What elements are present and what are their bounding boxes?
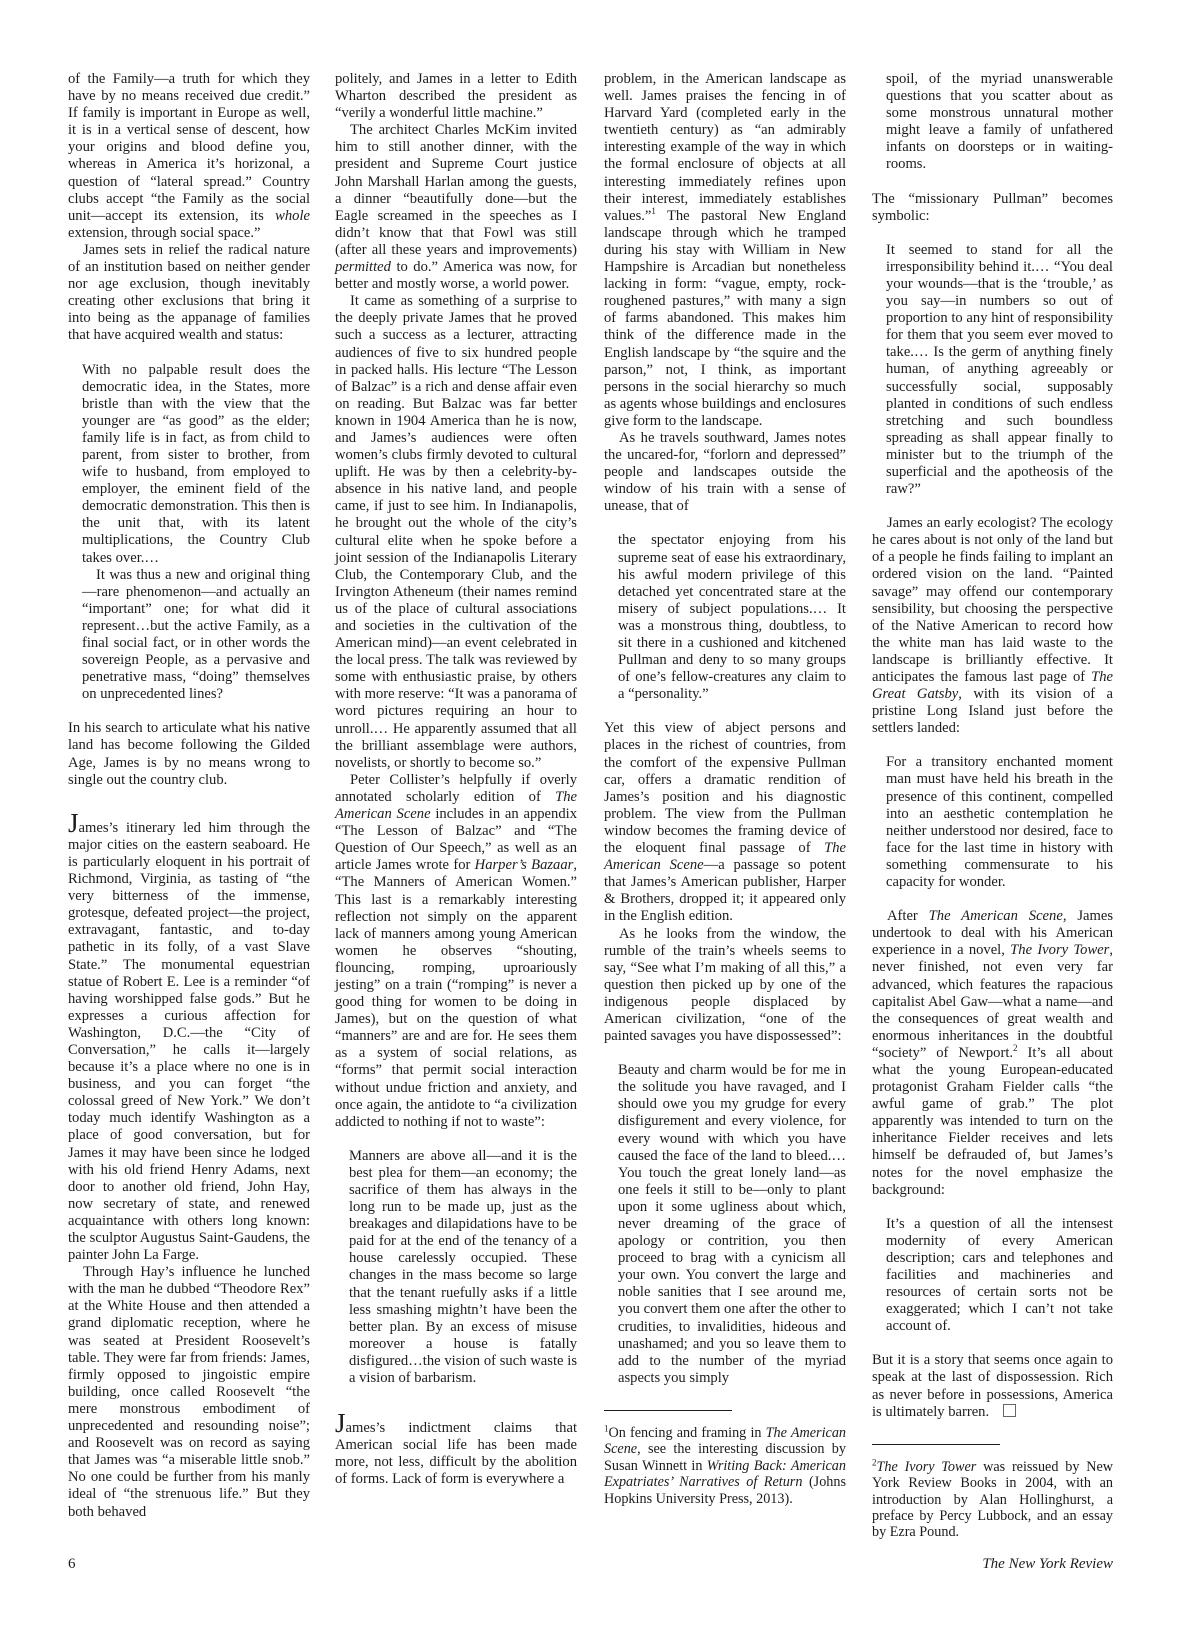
paragraph: The architect Charles McKim invited him to still another dinner, with the president and Supreme Court justice John Marshall Harlan among the guests, a dinner “beautifully done—but the Eagle screamed in the speeches as I didn’t know that that Fowl was still (after all these years and improvements) permitted to do.” America was now, for better and mostly worse, a world power. xyxy=(335,122,577,293)
paragraph: of the Family—a truth for which they have by no means received due credit.” If family is important in Europe as well, it is in a vertical sense of descent, how your origins and blood define you, whereas in America it’s horizonal, a question of “lateral spread.” Country clubs accept “the Family as the social unit—accept its extension, its whole extension, through social space.” xyxy=(68,71,310,241)
paragraph: James’s itinerary led him through the major cities on the eastern seaboard. He is particularly eloquent in his portrait of Richmond, Virginia, as tasting of “the very bitterness of the immense, grotesque, defeated project—the project, extravagant, fantastic, and to-day pathetic in its folly, of a vast Slave State.” The monumental equestrian statue of Robert E. Lee is a reminder “of having worshipped false gods.” But he expresses a curious affection for Washington, D.C.—the “City of Conversation,” he calls it—largely because it’s a place where no one is in business, and you can forget “the colossal greed of New York.” We don’t today much identify Washington as a place of good conversation, but for James it may have been since he lodged with his old friend Henry Adams, next door to another old friend, John Hay, now secretary of state, and renewed acquaintance with others long known: the sculptor Augustus Saint-Gaudens, the painter John La Farge. xyxy=(68,807,310,1264)
block-quote xyxy=(872,71,1113,174)
column-4 xyxy=(872,71,1113,1541)
column-3 xyxy=(604,71,846,1507)
quote-paragraph: It seemed to stand for all the irresponsibility behind it.… “You deal your wounds—that is the ‘trouble,’ as you say—in numbers so out of proportion to any hint of responsibility for them that you seem ever moved to take.… Is the germ of anything finely human, of anything agreeably or successfully social, supposably planted in conditions of such endless stretching and such boundless spreading as shall appear finally to minister but to the triumph of the superficial and the apotheosis of the raw?” xyxy=(886,241,1113,498)
footnote-ref: 1 xyxy=(651,205,656,216)
quote-paragraph: the spectator enjoying from his supreme seat of ease his extraordinary, his awful modern privilege of this detached yet concentrated stare at the misery of subject populations.… It was a monstrous thing, doubtless, to sit there in a cushioned and kitchened Pullman and deny to so many groups of one’s fellow-creatures any claim to a “personality.” xyxy=(618,532,846,703)
quote-paragraph: It’s a question of all the intensest modernity of every American description; cars and telephones and facilities and machineries and resources of certain sorts not be exaggerated; which I can’t not take account of. xyxy=(886,1215,1113,1335)
paragraph: Peter Collister’s helpfully if overly annotated scholarly edition of The American Scene includes in an appendix “The Lesson of Balzac” and “The Question of Our Speech,” as well as an article James wrote for Harper’s Bazaar, “The Manners of American Women.” This last is a remarkably interesting reflection not simply on the apparent lack of manners among young American women he observes “shouting, flouncing, romping, uproariously jesting” on a train (“romping” is never a good thing for women to be doing in James), but on the question of what “manners” are and are for. He sees them as a system of social relations, as “forms” that permit social interaction without undue friction and anxiety, and once again, the antidote to “a civilization addicted to nothing if not to waste”: xyxy=(335,771,577,1130)
quote-paragraph: spoil, of the myriad unanswerable questions that you scatter about as some monstrous unnatural mother might leave a family of unfathered infants on doorsteps or in waiting-rooms. xyxy=(886,71,1113,173)
footnote: $^2$The Ivory Tower was reissued by New York Review Books in 2004, with an introduction by Alan Hollinghurst, a preface by Percy Lubbock, and an essay by Ezra Pound. xyxy=(872,1457,1113,1541)
block-quote xyxy=(604,532,846,703)
paragraph: politely, and James in a letter to Edith Wharton described the president as “verily a wonderful little machine.” xyxy=(335,71,577,122)
footnote-rule xyxy=(604,1410,732,1411)
paragraph: Yet this view of abject persons and places in the richest of countries, from the comfort of the expensive Pullman car, offers a dramatic rendition of James’s position and his diagnostic problem. The view from the Pullman window becomes the framing device of the eloquent final passage of The American Scene—a passage so potent that James’s American publisher, Harper & Brothers, dropped it; it appeared only in the English edition. xyxy=(604,720,846,925)
paragraph: As he looks from the window, the rumble of the train’s wheels seems to say, “See what I’m making of all this,” a question then picked up by one of the indigenous people displaced by American civilization, “one of the painted savages you have dispossessed”: xyxy=(604,925,846,1045)
quote-paragraph: With no palpable result does the democratic idea, in the States, more bristle than with the view that the younger are “as good” as the elder; family life is in fact, as from child to parent, from sister to brother, from wife to husband, from employed to employer, the eminent field of the democratic demonstration. This then is the unit that, with its latent multiplications, the Country Club takes over.… xyxy=(82,361,310,566)
paragraph: But it is a story that seems once again to speak at the last of dispossession. Rich as never before in possessions, America is ultimately barren. xyxy=(872,1352,1113,1420)
block-quote xyxy=(335,1148,577,1387)
paragraph: James’s indictment claims that American social life has been made more, not less, difficult by the abolition of forms. Lack of form is everywhere a xyxy=(335,1408,577,1488)
paragraph: problem, in the American landscape as well. James praises the fencing in of Harvard Yard (completed early in the twentieth century) as “an admirably interesting example of the way in which the formal enclosure of objects at all interesting immediately refines upon their interest, immediately establishes values.”$^1$ The pastoral New England landscape through which he tramped during his stay with William in New Hampshire is Arcadian but nonetheless lacking in form: “vague, empty, rock-roughened pastures,” with many a sign of farms abandoned. This makes him think of the difference made in the English landscape by “the squire and the parson,” not, I think, as important persons in the social hierarchy so much as agents whose buildings and enclosures give form to the landscape. xyxy=(604,71,846,429)
block-quote xyxy=(604,1062,846,1387)
quote-paragraph: It was thus a new and original thing—rare phenomenon—and actually an “important” one; for what did it represent…but the active Family, as a final social fact, or in other words the sovereign People, as a pervasive and penetrative mass, “doing” themselves on unprecedented lines? xyxy=(82,566,310,703)
footnote: $^1$On fencing and framing in The American Scene, see the interesting discussion by Susan Winnett in Writing Back: American Expatriates’ Narratives of Return (Johns Hopkins University Press, 2013). xyxy=(604,1423,847,1507)
paragraph: As he travels southward, James notes the uncared-for, “forlorn and depressed” people and landscapes outside the window of his train with a sense of unease, that of xyxy=(604,429,846,515)
paragraph: James sets in relief the radical nature of an institution based on neither gender nor age exclusion, though inevitably creating other exclusions that bring it into being as the appanage of families that have acquired wealth and status: xyxy=(68,241,310,344)
quote-paragraph: For a transitory enchanted moment man must have held his breath in the presence of this continent, compelled into an aesthetic contemplation he neither understood nor desired, face to face for the last time in history with something commensurate to his capacity for wonder. xyxy=(886,754,1113,891)
block-quote xyxy=(68,362,310,704)
paragraph: It came as something of a surprise to the deeply private James that he proved such a success as a lecturer, attracting audiences of five to six hundred people in packed halls. His lecture “The Lesson of Balzac” is a rich and dense affair even on reading. But Balzac was far better known in 1904 America than he is now, and James’s audiences were often women’s clubs firmly devoted to cultural uplift. He was by then a celebrity-by-absence in his native land, and people came, if just to see him. In Indianapolis, he brought out the whole of the city’s cultural elite when he spoke before a joint session of the Indianapolis Literary Club, the Contemporary Club, and the Irvington Atheneum (their names remind us of the place of cultural associations and societies in the cultivation of the American mind)—an event celebrated in the local press. The talk was reviewed by some with enthusiastic praise, by others with more reserve: “It was a panorama of word pictures requiring an hour to unroll.… He apparently assumed that all the brilliant assemblage were authors, novelists, or shortly to become so.” xyxy=(335,293,577,771)
page-number: 6 xyxy=(68,1556,76,1572)
quote-paragraph: Beauty and charm would be for me in the solitude you have ravaged, and I should owe you my grudge for every disfigurement and every violence, for every wound with which you have caused the face of the land to bleed.… You touch the great lonely land—as one feels it still to be—only to plant upon it some ugliness about which, never dreaming of the grace of apology or contrition, you then proceed to brag with a cynicism all your own. You convert the large and noble sanities that I see around me, you convert them one after the other to crudities, to invalidities, hideous and unashamed; and you so leave them to add to the number of the myriad aspects you simply xyxy=(618,1062,846,1386)
section-initial: J xyxy=(68,807,79,838)
publication-name: The New York Review xyxy=(982,1556,1113,1572)
paragraph: Through Hay’s influence he lunched with the man he dubbed “Theodore Rex” at the White House and then attended a grand diplomatic reception, where he was seated at President Roosevelt’s table. They were far from friends: James, firmly opposed to jingoistic empire building, once called Roosevelt “the mere monstrous embodiment of unprecedented and resounding noise”; and Roosevelt was on record as saying that James was “a miserable little snob.” No one could be further from his manly ideal of “the strenuous life.” But they both behaved xyxy=(68,1264,310,1520)
section-initial: J xyxy=(335,1408,346,1439)
quote-paragraph: Manners are above all—and it is the best plea for them—an economy; the sacrifice of them has always in the long run to be made up, just as the breakages and dilapidations have to be paid for at the end of the tenancy of a house carelessly occupied. These changes in the mass become so large that the tenant ruefully asks if a little less smashing mightn’t have been the better plan. By an excess of misuse moreover a house is fatally disfigured…the vision of such waste is a vision of barbarism. xyxy=(349,1147,577,1387)
block-quote xyxy=(872,1216,1113,1336)
paragraph: In his search to articulate what his native land has become following the Gilded Age, James is by no means wrong to single out the country club. xyxy=(68,720,310,788)
block-quote xyxy=(872,242,1113,498)
end-mark-icon xyxy=(1003,1404,1016,1417)
column-1 xyxy=(68,71,310,1521)
paragraph: The “missionary Pullman” becomes symbolic: xyxy=(872,190,1113,224)
footnote-rule xyxy=(872,1444,1000,1445)
paragraph: James an early ecologist? The ecology he cares about is not only of the land but of a people he finds failing to implant an ordered vision on the land. “Painted savage” may offend our contemporary sensibility, but choosing the perspective of the Native American to record how the white man has laid waste to the landscape is brilliantly effective. It anticipates the famous last page of The Great Gatsby, with its vision of a pristine Long Island just before the settlers landed: xyxy=(872,515,1113,737)
block-quote xyxy=(872,754,1113,891)
footnote-ref: 2 xyxy=(1013,1043,1018,1054)
paragraph: After The American Scene, James undertook to deal with his American experience in a novel, The Ivory Tower, never finished, not even very far advanced, which features the rapacious capitalist Abel Gaw—what a name—and the consequences of great wealth and enormous inheritances in the doubtful “society” of Newport.$^2$ It’s all about what the young European-educated protagonist Graham Fielder calls “the awful game of grab.” The plot apparently was intended to turn on the inheritance Fielder receives and lets himself be defrauded of, but James’s notes for the novel emphasize the background: xyxy=(872,908,1113,1198)
column-2 xyxy=(335,71,577,1489)
